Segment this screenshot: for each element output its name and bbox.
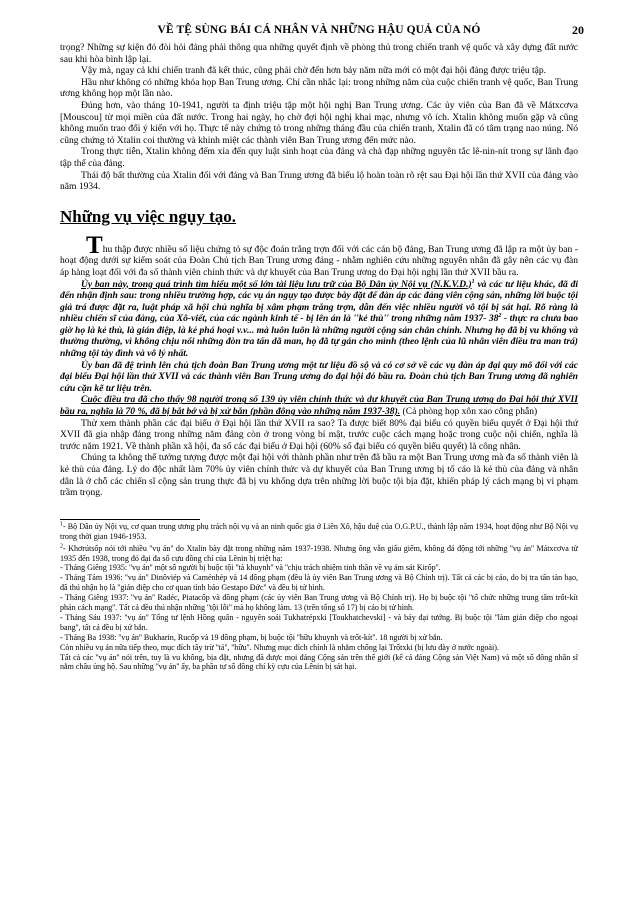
- footnote-marker: 1: [60, 521, 63, 528]
- lead-paragraph: [60, 231, 578, 279]
- investigation-finding: Cuộc điều tra đã cho thấy 98 người trong số 139 ủy viên chính thức và dự khuyết của Ban Trung ương do Đại hội thứ XVII bầu ra, nghĩa là 70 %, đã bị bắt bớ và bị xử bắn (phần đông vào những năm 1937-38).: [60, 394, 578, 418]
- paragraph: Hầu như không có những khóa họp Ban Trung ương. Chỉ cần nhắc lại: trong những năm của cuộc chiến tranh vệ quốc, Ban Trung ương không họp một lần nào.: [60, 76, 578, 100]
- emphasis-text-b: và các tư liệu khác, đã đi đến nhận định sau: trong nhiều trường hợp, các vụ án ngụy tạo được bày đặt để đàn áp các đảng viên cộng sản, những lời buộc tội giả trá được đặt ra, luật pháp xã hội chủ nghĩa bị xâm phạm trắng trợn, dẫn đến việc nhiều người vô tội bị sát hại. Rõ ràng là nhiều chiến sĩ của đảng, của Xô-viết, của các ngành kinh tế - bị lên án là ''kẻ thù'' trong những năm 1937- 38: [60, 278, 578, 325]
- footnote-marker: 2: [60, 542, 63, 549]
- emphasis-paragraph-3: [60, 394, 578, 417]
- footnote-line: - Tháng Sáu 1937: ''vụ án'' Tổng tư lệnh Hồng quân - nguyên soái Tukhatrépxki [Toukhatchevski] - và bảy đại tướng. Bị buộc tội ''làm gián điệp cho ngoại bang'', tất cả đều bị xử bắn.: [60, 612, 578, 632]
- emphasis-text-c: - thực ra chưa bao giờ họ là kẻ thù, là gián điệp, là kẻ phá hoại v.v... mà luôn luôn là những người cộng sản chân chính. Nhưng họ đã bị vu khống và thường thường, vì không chịu nổi những đòn tra tấn dã man, họ đã tự gán cho mình (theo lệnh của lũ nhân viên điều tra man trá) những tội tày đình và vô lý nhất.: [60, 313, 578, 360]
- footnote-divider: [60, 519, 200, 520]
- footnote-line: Tất cả các ''vụ án'' nói trên, tuy là vu khống, bịa đặt, nhưng đã được mọi đảng Cộng sản trên thế giới (kể cả đảng Cộng sản Việt Nam) và một số đông nhân sĩ nằm châu ủng hộ. Sau những ''vụ án'' ấy, ba phần tư số đồng chí kỳ cựu của Lênin bị sát hại.: [60, 652, 578, 672]
- emphasis-text-a: Ủy ban này, trong quá trình tìm hiểu một số lớn tài liệu lưu trữ của Bộ Dân ủy Nội vụ (N.K.V.D.): [81, 278, 472, 290]
- running-title: VỀ TỆ SÙNG BÁI CÁ NHÂN VÀ NHỮNG HẬU QUẢ CỦA NÓ: [157, 24, 481, 36]
- section-heading: Những vụ việc ngụy tạo.: [60, 206, 236, 226]
- lead-text: hu thập được nhiều số liệu chứng tỏ sự độc đoán trắng trợn đối với các cán bộ đảng, Ban Trung ương đã lập ra một ủy ban - hoạt động dưới sự kiểm soát của Đoàn Chủ tịch Ban Trung ương đảng - nhằm nghiên cứu những nguyên nhân đã gây nên các vụ đàn áp hàng loạt đối với đa số thành viên chính thức và dự khuyết của Ban Trung ương do Đại hội nghị lần thứ XVII bầu ra.: [60, 243, 578, 278]
- footnote-line: - Tháng Giêng 1937: ''vụ án'' Radéc, Piatacốp và đồng phạm (các ủy viên Ban Trung ương và Bộ Chính trị). Họ bị buộc tội ''tổ chức những trung tâm trốt-kít phản cách mạng''. Tất cả đều thú nhận những ''tội lỗi'' mà họ không làm. 13 (trên tổng số 17) bị cáo bị tử hình.: [60, 593, 578, 613]
- paragraph: Trong thực tiễn, Xtalin không đếm xỉa đến quy luật sinh hoạt của đảng và chà đạp những nguyên tắc lê-nin-nít trong sự lãnh đạo tập thể của đảng.: [60, 146, 578, 169]
- paragraph: Đúng hơn, vào tháng 10-1941, người ta định triệu tập một hội nghị Ban Trung ương. Các ủy viên của Ban đã về Mátxcơva [Mouscou] từ mọi miền của đất nước. Trong hai ngày, họ chờ đợi hội nghị khai mạc, nhưng vô ích. Xtalin không muốn gặp và cũng không muốn trao đổi ý kiến với họ. Thực tế này chứng tỏ trong những tháng đầu của chiến tranh, Xtalin đã có tâm trạng nao núng. Nó cũng chứng tỏ Xtalin coi thường và khinh miệt các thành viên Ban Trung ương đến mức nào.: [60, 99, 578, 146]
- emphasis-paragraph-2: Ủy ban đã đệ trình lên chủ tịch đoàn Ban Trung ương một tư liệu đồ sộ và có cơ sở về các vụ đàn áp đại quy mô đối với các đại biểu Đại hội lần thứ XVII và các thành viên Ban Trung ương do đại hội đó bầu ra. Đoàn chủ tịch Ban Trung ương đã nghiên cứu cặn kẽ tư liệu trên.: [60, 359, 578, 394]
- paragraph: Thử xem thành phần các đại biểu ở Đại hội lần thứ XVII ra sao? Ta được biết 80% đại biểu có quyền biểu quyết ở Đại hội thứ XVII đã gia nhập đảng trong những năm đảng còn ở trong vòng bí mật, trước cuộc cách mạng hoặc trong cuộc nội chiến, nghĩa là trước năm 1921. Về thành phần xã hội, đa số các đại biểu ở Đại hội (60% số đại biểu có quyền biểu quyết) là công nhân.: [60, 417, 578, 452]
- document-page: [60, 20, 584, 672]
- footnote-1: $^1$- Bộ Dân ủy Nội vụ, cơ quan trung ương phụ trách nội vụ và an ninh quốc gia ở Liên Xô, hậu duệ của O.G.P.U., thành lập năm 1934, hoạt động như Bộ Nội vụ trong thời gian 1946-1953.: [60, 521, 578, 541]
- footnote-ref-2[interactable]: 2: [498, 313, 502, 320]
- paragraph: Thái độ bất thường của Xtalin đối với đảng và Ban Trung ương đã biểu lộ hoàn toàn rõ rệt sau Đại hội lần thứ XVII của đảng vào năm 1934.: [60, 169, 578, 193]
- footnote-line: - Tháng Ba 1938: ''vụ án'' Bukharin, Rucốp và 19 đồng phạm, bị buộc tội ''hữu khuynh và trốt-kít''. 18 người bị xử bắn.: [60, 632, 443, 642]
- audience-reaction: (Cả phòng họp xôn xao công phẫn): [402, 406, 538, 418]
- paragraph: Vậy mà, ngay cả khi chiến tranh đã kết thúc, cũng phải chờ đến hơn bảy năm nữa mới có một đại hội đảng được triệu tập.: [81, 65, 547, 77]
- footnote-2: $^2$- Khơrútsốp nói tới nhiều ''vụ án'' do Xtalin bày đặt trong những năm 1937-1938. Nhưng ông vẫn giấu giếm, không đả động tới những ''vụ án'' Mátxcơva từ 1935 đến 1938, trong đó đại đa số cựu đồng chí của Lênin bị triệt hạ:: [60, 542, 578, 563]
- dropcap: T: [86, 231, 103, 259]
- emphasis-paragraph-1: [60, 279, 578, 360]
- paragraph: Chúng ta không thể tưởng tượng được một đại hội với thành phần như trên đã bầu ra một Ban Trung ương mà đa số thành viên là kẻ thù của đảng. Lý do độc nhất làm 70% ủy viên chính thức và dự khuyết của Ban Trung ương bị tố cáo là kẻ thù của đảng và nhân dân là ở chỗ các chiến sĩ cộng sản trung thực đã bị vu khống dựa trên những lời buộc tội bịa đặt, khiến pháp lý cách mạng bị vi phạm trầm trọng.: [60, 452, 578, 499]
- page-number: 20: [572, 23, 584, 37]
- footnote-line: Còn nhiều vụ án nữa tiếp theo, mục đích tây trừ ''tả'', ''hữu''. Nhưng mục đích chính là nhằm chống lại Trốtxki (bị lưu đày ở nước ngoài).: [60, 642, 499, 652]
- page-header: [60, 20, 584, 40]
- paragraph: trọng? Những sự kiện đó đòi hỏi đảng phải thông qua những quyết định về phòng thủ trong chiến tranh vệ quốc và xây dựng đất nước sau khi hòa bình lập lại.: [60, 42, 578, 65]
- footnote-line: - Tháng Tám 1936: ''vụ án'' Dinôviép và Caménhép và 14 đồng phạm (đều là ủy viên Ban Trung ương và Bộ Chính trị). Tất cả các bị cáo, do bị tra tấn tàn bạo, đã thú nhận họ là ''gián điệp cho cơ quan tình báo Gestapo Đức'' và đều bị tử hình.: [60, 573, 578, 593]
- footnote-line: - Tháng Giêng 1935: ''vụ án'' một số người bị buộc tội ''tà khuynh'' và ''chịu trách nhiệm tinh thần về vụ ám sát Kirốp''.: [60, 563, 441, 573]
- footnotes: [60, 522, 578, 673]
- intro-section: [60, 42, 578, 193]
- footnote-ref-1[interactable]: 1: [471, 278, 475, 285]
